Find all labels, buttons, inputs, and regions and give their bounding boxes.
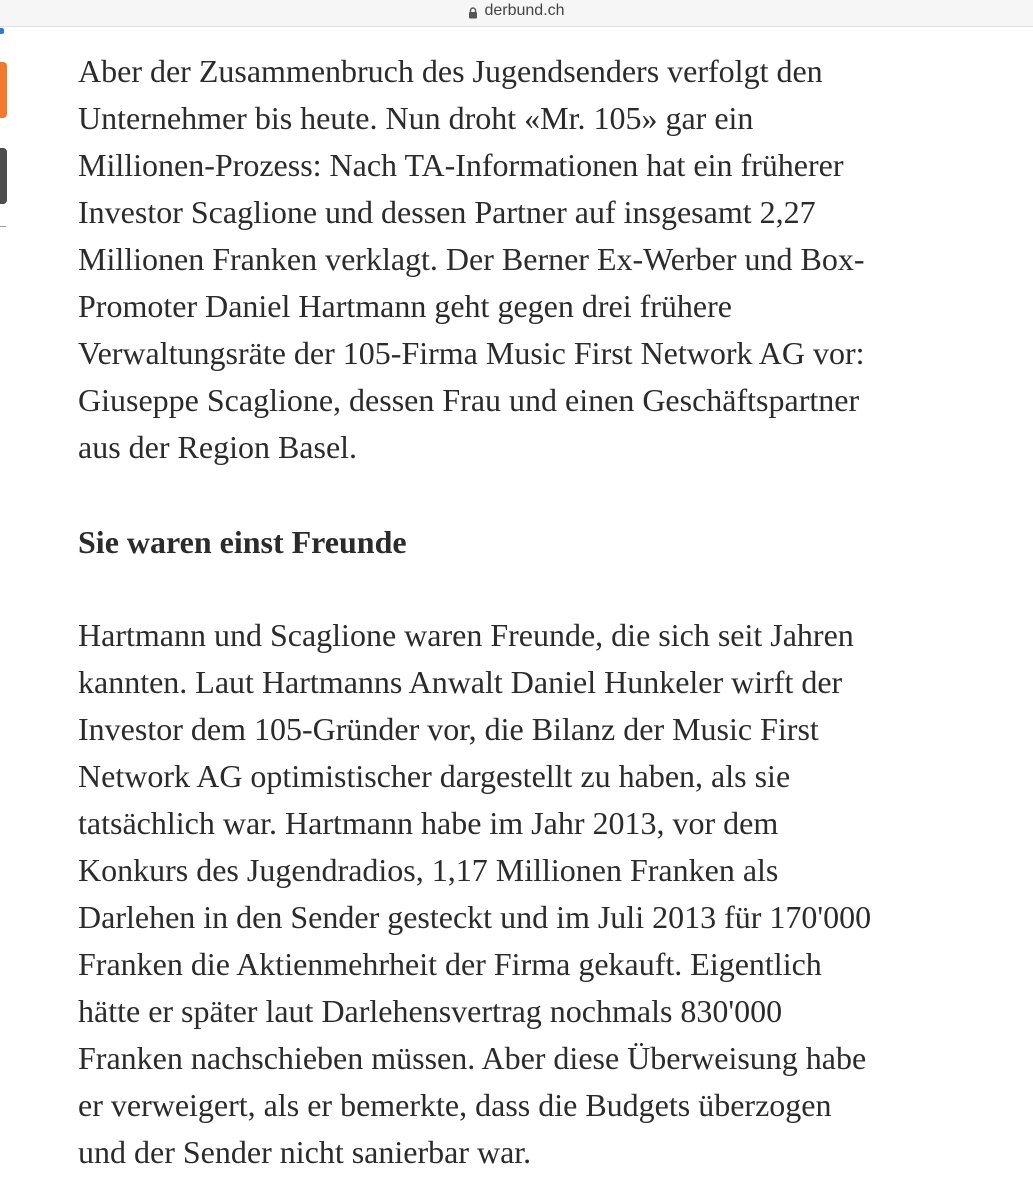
paragraph-line: Network AG optimistischer dargestellt zu haben, als sie [78,758,791,794]
article-subheading: Sie waren einst Freunde [78,524,407,560]
article-paragraph-1 [78,48,1018,471]
article-body [78,48,1018,1176]
gray-side-tab[interactable] [0,148,7,204]
url-display[interactable] [0,0,1033,22]
divider [0,226,6,227]
lock-icon [468,6,478,18]
paragraph-line: Darlehen in den Sender gesteckt und im Juli 2013 für 170'000 [78,899,872,935]
paragraph-line: Hartmann und Scaglione waren Freunde, die sich seit Jahren [78,617,854,653]
paragraph-line: tatsächlich war. Hartmann habe im Jahr 2013, vor dem [78,805,779,841]
paragraph-line: aus der Region Basel. [78,429,358,465]
paragraph-line: Investor Scaglione und dessen Partner auf insgesamt 2,27 [78,194,816,230]
paragraph-line: Millionen Franken verklagt. Der Berner Ex-Werber und Box- [78,241,865,277]
paragraph-line: Konkurs des Jugendradios, 1,17 Millionen Franken als [78,852,779,888]
paragraph-line: Promoter Daniel Hartmann geht gegen drei frühere [78,288,732,324]
paragraph-line: Giuseppe Scaglione, dessen Frau und einen Geschäftspartner [78,382,860,418]
paragraph-line: Millionen-Prozess: Nach TA-Informationen hat ein früherer [78,147,844,183]
paragraph-line: Franken nachschieben müssen. Aber diese Überweisung habe [78,1040,867,1076]
paragraph-line: er verweigert, als er bemerkte, dass die Budgets überzogen [78,1087,832,1123]
side-tab-strip [0,26,10,246]
url-text[interactable]: derbund.ch [484,2,565,19]
article-paragraph-2 [78,612,1018,1176]
paragraph-line: hätte er später laut Darlehensvertrag nochmals 830'000 [78,993,783,1029]
paragraph-line: Verwaltungsräte der 105-Firma Music First Network AG vor: [78,335,865,371]
paragraph-line: Franken die Aktienmehrheit der Firma gekauft. Eigentlich [78,946,822,982]
blue-marker [0,28,4,34]
paragraph-line: Unternehmer bis heute. Nun droht «Mr. 105» gar ein [78,100,754,136]
orange-side-tab[interactable] [0,62,7,118]
paragraph-line: Aber der Zusammenbruch des Jugendsenders verfolgt den [78,53,823,89]
paragraph-line: und der Sender nicht sanierbar war. [78,1134,532,1170]
paragraph-line: Investor dem 105-Gründer vor, die Bilanz der Music First [78,711,819,747]
paragraph-line: kannten. Laut Hartmanns Anwalt Daniel Hunkeler wirft der [78,664,843,700]
browser-address-bar[interactable] [0,0,1033,27]
